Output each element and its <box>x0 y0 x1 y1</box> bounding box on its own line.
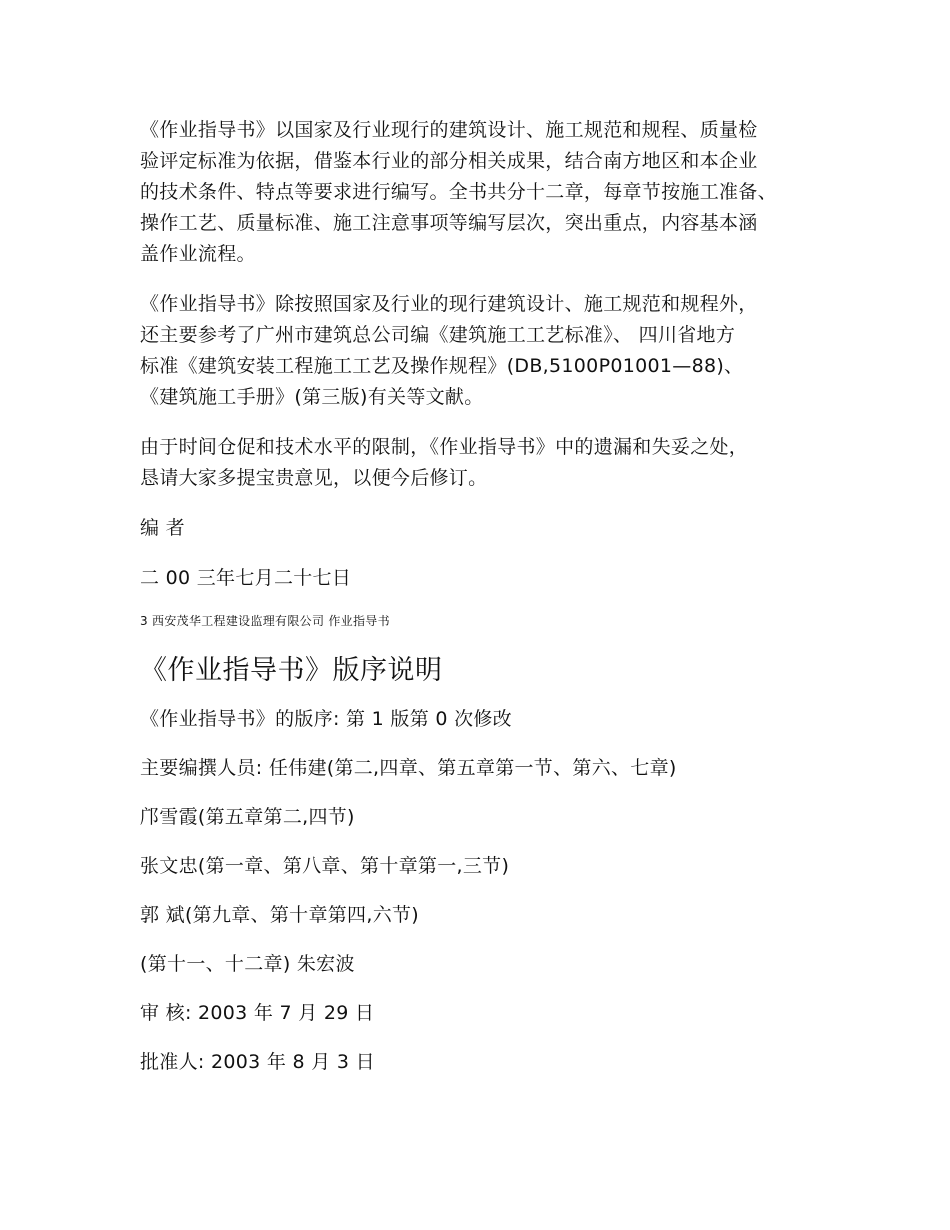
document-page <box>140 115 830 1078</box>
authors-line: 主要编撰人员: 任伟建(第二,四章、第五章第一节、第六、七章) <box>140 757 677 779</box>
approval-date-line: 批准人: 2003 年 8 月 3 日 <box>140 1051 375 1073</box>
text-line: 《作业指导书》除按照国家及行业的现行建筑设计、施工规范和规程外， <box>140 293 758 315</box>
author-line: 邝雪霞(第五章第二,四节) <box>140 806 355 828</box>
editor-signature: 编 者 <box>140 517 185 539</box>
review-date-line: 审 核: 2003 年 7 月 29 日 <box>140 1002 375 1024</box>
text-line: 《建筑施工手册》(第三版)有关等文献。 <box>140 386 484 408</box>
editor-date: 二 00 三年七月二十七日 <box>140 567 352 589</box>
revision-line: 《作业指导书》的版序: 第 1 版第 0 次修改 <box>140 708 512 730</box>
text-line: 盖作业流程。 <box>140 243 256 265</box>
intro-paragraph-1 <box>140 115 830 270</box>
intro-paragraph-2 <box>140 289 830 413</box>
text-line: 由于时间仓促和技术水平的限制，《作业指导书》中的遗漏和失妥之处， <box>140 436 749 458</box>
text-line: 标准《建筑安装工程施工工艺及操作规程》(DB,5100P01001—88)、 <box>140 355 744 377</box>
author-line: 张文忠(第一章、第八章、第十章第一,三节) <box>140 855 510 877</box>
author-line: (第十一、十二章) 朱宏波 <box>140 953 355 975</box>
text-line: 操作工艺、质量标准、施工注意事项等编写层次，突出重点，内容基本涵 <box>140 212 758 234</box>
text-line: 《作业指导书》以国家及行业现行的建筑设计、施工规范和规程、质量检 <box>140 119 758 141</box>
text-line: 还主要参考了广州市建筑总公司编《建筑施工工艺标准》、 四川省地方 <box>140 324 736 346</box>
text-line: 恳请大家多提宝贵意见，以便今后修订。 <box>140 467 488 489</box>
intro-paragraph-3 <box>140 432 830 494</box>
author-line: 郭 斌(第九章、第十章第四,六节) <box>140 904 420 926</box>
page-footer: 3 西安茂华工程建设监理有限公司 作业指导书 <box>140 614 390 628</box>
text-line: 的技术条件、特点等要求进行编写。全书共分十二章，每章节按施工准备、 <box>140 181 777 203</box>
section-title: 《作业指导书》版序说明 <box>140 655 443 686</box>
text-line: 验评定标准为依据，借鉴本行业的部分相关成果，结合南方地区和本企业 <box>140 150 758 172</box>
